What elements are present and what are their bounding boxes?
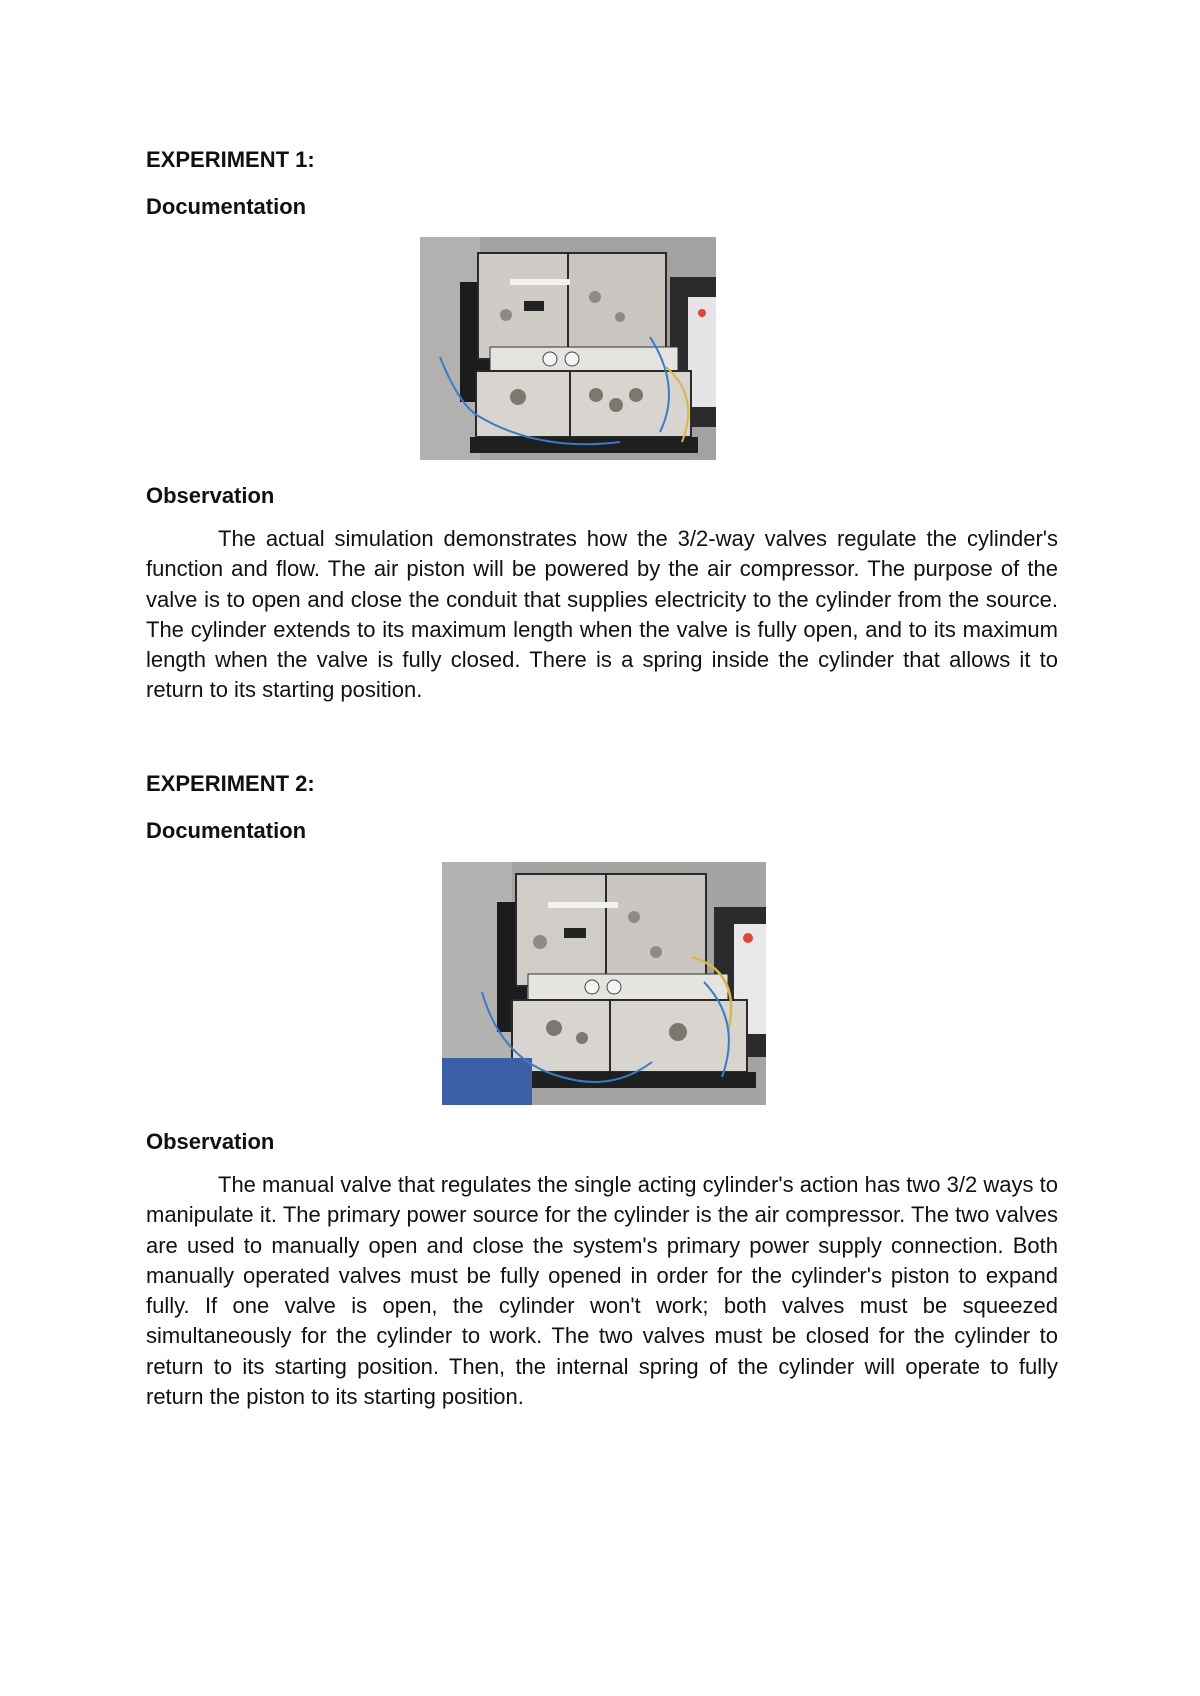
experiment-1-title: EXPERIMENT 1: [146,147,315,172]
pneumatic-trainer-photo-1 [420,237,716,460]
pneumatic-trainer-photo-2 [442,862,766,1105]
experiment-2-observation-text: The manual valve that regulates the single acting cylinder's action has two 3/2 ways to manipulate it. The primary power source for the cylinder is the air compressor. The two valves are used to manually open and close the system's primary power supply connection. Both manually operated valves must be fully opened in order for the cylinder's piston to expand fully. If one valve is open, the cylinder won't work; both valves must be squeezed simultaneously for the cylinder to work. The two valves must be closed for the cylinder to return to its starting position. Then, the internal spring of the cylinder will operate to fully return the piston to its starting position. [146,1172,1058,1410]
experiment-1-observation-label: Observation [146,483,275,508]
experiment-1-documentation-label: Documentation [146,194,307,219]
experiment-2-photo [442,862,766,1105]
experiment-2-documentation-label: Documentation [146,818,307,843]
experiment-2-observation-label: Observation [146,1129,275,1154]
experiment-2-title: EXPERIMENT 2: [146,771,315,796]
experiment-1-observation-text: The actual simulation demonstrates how the 3/2-way valves regulate the cylinder's function and flow. The air piston will be powered by the air compressor. The purpose of the valve is to open and close the conduit that supplies electricity to the cylinder from the source. The cylinder extends to its maximum length when the valve is fully open, and to its maximum length when the valve is fully closed. There is a spring inside the cylinder that allows it to return to its starting position. [146,526,1058,703]
experiment-1-photo [420,237,716,460]
